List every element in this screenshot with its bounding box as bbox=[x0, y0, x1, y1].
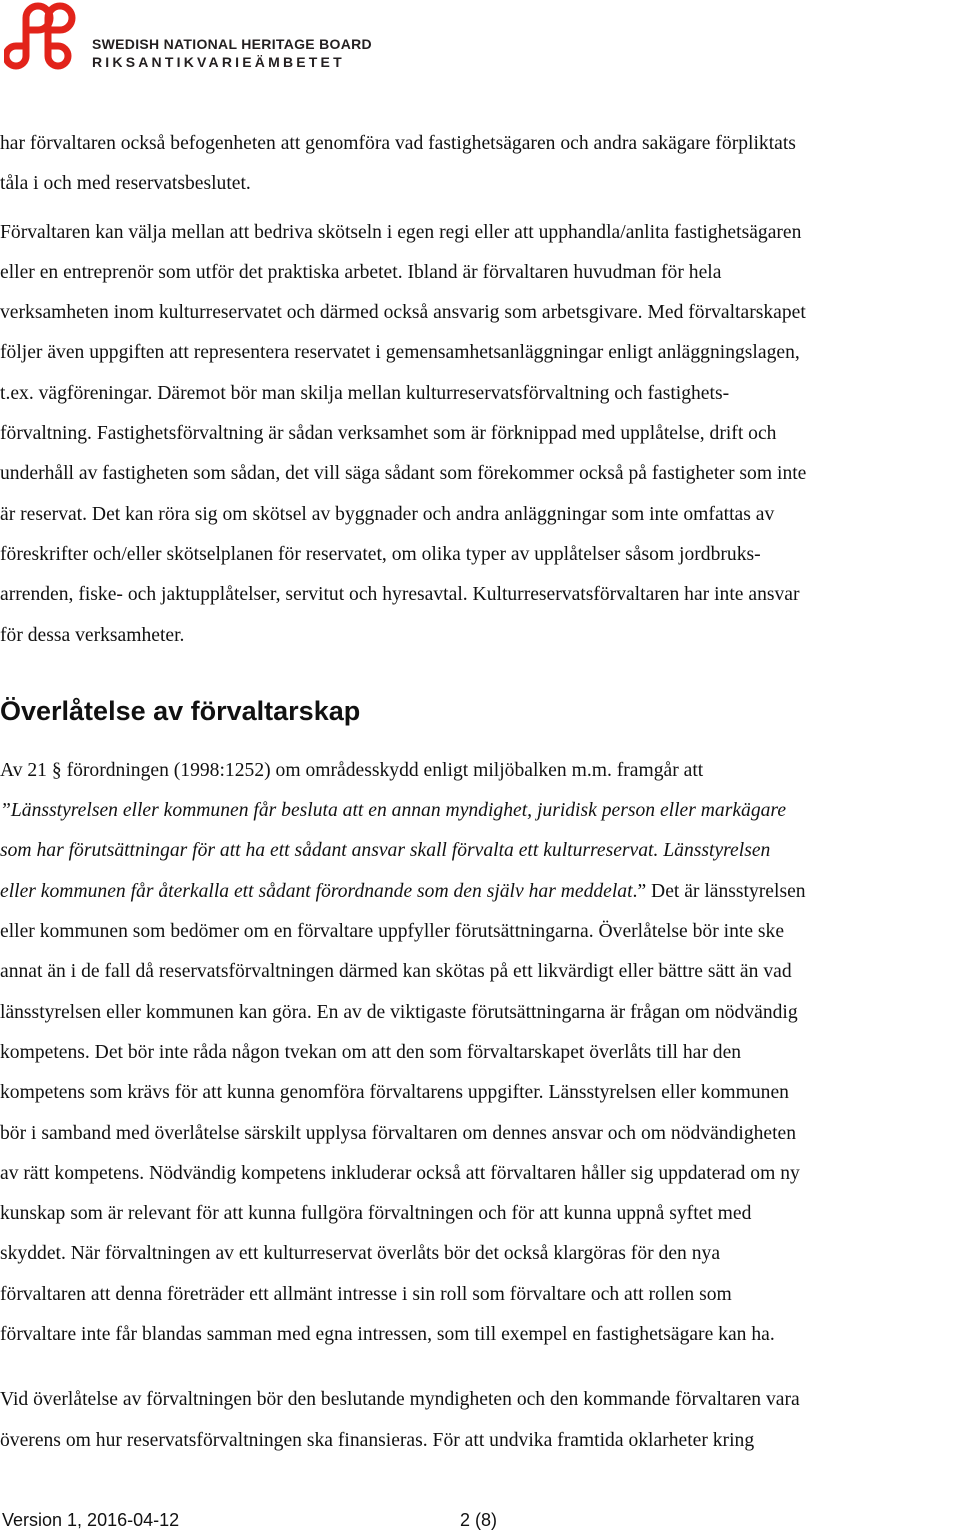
text-line: Av 21 § förordningen (1998:1252) om områdesskydd enligt miljöbalken m.m. framgår att bbox=[0, 759, 704, 781]
page-header bbox=[4, 2, 384, 72]
text-line: kompetens. Det bör inte råda någon tvekan om att den som förvaltarskapet överlåts till har den bbox=[0, 1041, 742, 1063]
text-line: eller kommunen som bedömer om en förvaltare uppfyller förutsättningarna. Överlåtelse bör inte ske bbox=[0, 921, 785, 943]
text-line: länsstyrelsen eller kommunen kan göra. En av de viktigaste förutsättningarna är frågan om nödvändig bbox=[0, 1001, 798, 1023]
text-line: följer även uppgiften att representera reservatet i gemensamhetsanläggningar enligt anläggningslagen, bbox=[0, 342, 800, 364]
text-line bbox=[0, 872, 960, 912]
text-line: arrenden, fiske- och jaktupplåtelser, servitut och hyresavtal. Kulturreservatsförvaltaren har inte ansvar bbox=[0, 584, 800, 606]
text-line: för dessa verksamheter. bbox=[0, 624, 185, 646]
paragraph-4 bbox=[0, 1380, 960, 1461]
text-line: eller en entreprenör som utför det praktiska arbetet. Ibland är förvaltaren huvudman för hela bbox=[0, 261, 722, 283]
text-line: Förvaltaren kan välja mellan att bedriva skötseln i egen regi eller att upphandla/anlita fastighetsägaren bbox=[0, 221, 802, 243]
quoted-text-end: eller kommunen får återkalla ett sådant förordnande som den själv har meddelat bbox=[0, 880, 633, 902]
section-heading: Överlåtelse av förvaltarskap bbox=[0, 695, 361, 726]
text-line: underhåll av fastigheten som sådan, det vill säga sådant som förekommer också på fastigheter som inte bbox=[0, 463, 807, 485]
text-line: skyddet. När förvaltningen av ett kulturreservat överlåts bör det också klargöras för den nya bbox=[0, 1243, 721, 1265]
org-name-english: SWEDISH NATIONAL HERITAGE BOARD bbox=[92, 36, 372, 52]
text-line: kunskap som är relevant för att kunna fullgöra förvaltningen och för att kunna uppnå syftet med bbox=[0, 1203, 752, 1225]
text-line: är reservat. Det kan röra sig om skötsel av byggnader och andra anläggningar som inte omfattas av bbox=[0, 503, 775, 525]
version-label: Version 1, 2016-04-12 bbox=[2, 1510, 180, 1530]
text-continuation: .” Det är länsstyrelsen bbox=[632, 880, 806, 902]
text-line: förvaltning. Fastighetsförvaltning är sådan verksamhet som är förknippad med upplåtelse, drift och bbox=[0, 423, 777, 445]
text-line: överens om hur reservatsförvaltningen ska finansieras. För att undvika framtida oklarheter kring bbox=[0, 1429, 755, 1451]
text-line: föreskrifter och/eller skötselplanen för reservatet, om olika typer av upplåtelser såsom jordbruks- bbox=[0, 543, 761, 565]
quoted-text-line: ”Länsstyrelsen eller kommunen får besluta att en annan myndighet, juridisk person eller markägare bbox=[0, 800, 787, 822]
text-line: har förvaltaren också befogenheten att genomföra vad fastighetsägaren och andra sakägare förpliktats bbox=[0, 133, 796, 154]
text-line: bör i samband med överlåtelse särskilt upplysa förvaltaren om dennes ansvar och om nödvändigheten bbox=[0, 1122, 797, 1144]
text-line: förvaltare inte får blandas samman med egna intressen, som till exempel en fastighetsägare kan ha. bbox=[0, 1324, 775, 1346]
text-line: Vid överlåtelse av förvaltningen bör den beslutande myndigheten och den kommande förvaltaren vara bbox=[0, 1389, 800, 1411]
text-line: förvaltaren att denna företräder ett allmänt intresse i sin roll som förvaltare och att rollen som bbox=[0, 1283, 732, 1305]
paragraph-3 bbox=[0, 751, 960, 1355]
text-line: annat än i de fall då reservatsförvaltningen därmed kan skötas på ett likvärdigt eller bättre sätt än vad bbox=[0, 961, 792, 983]
document-body bbox=[0, 124, 960, 1461]
text-line: tåla i och med reservatsbeslutet. bbox=[0, 173, 251, 195]
page-number: 2 (8) bbox=[460, 1510, 498, 1530]
quoted-text-line: som har förutsättningar för att ha ett sådant ansvar skall förvalta ett kulturreservat. Länsstyrelsen bbox=[0, 840, 771, 862]
text-line: av rätt kompetens. Nödvändig kompetens inkluderar också att förvaltaren håller sig uppdaterad om ny bbox=[0, 1162, 800, 1184]
org-name-swedish: RIKSANTIKVARIEÄMBETET bbox=[92, 54, 345, 70]
text-line: t.ex. vägföreningar. Däremot bör man skilja mellan kulturreservatsförvaltning och fastighets- bbox=[0, 382, 730, 404]
raa-logo-icon bbox=[4, 2, 86, 74]
paragraph-1 bbox=[0, 124, 960, 205]
paragraph-2 bbox=[0, 213, 960, 656]
text-line: verksamheten inom kulturreservatet och därmed också ansvarig som arbetsgivare. Med förvaltarskapet bbox=[0, 302, 806, 324]
text-line: kompetens som krävs för att kunna genomföra förvaltarens uppgifter. Länsstyrelsen eller kommunen bbox=[0, 1082, 789, 1104]
